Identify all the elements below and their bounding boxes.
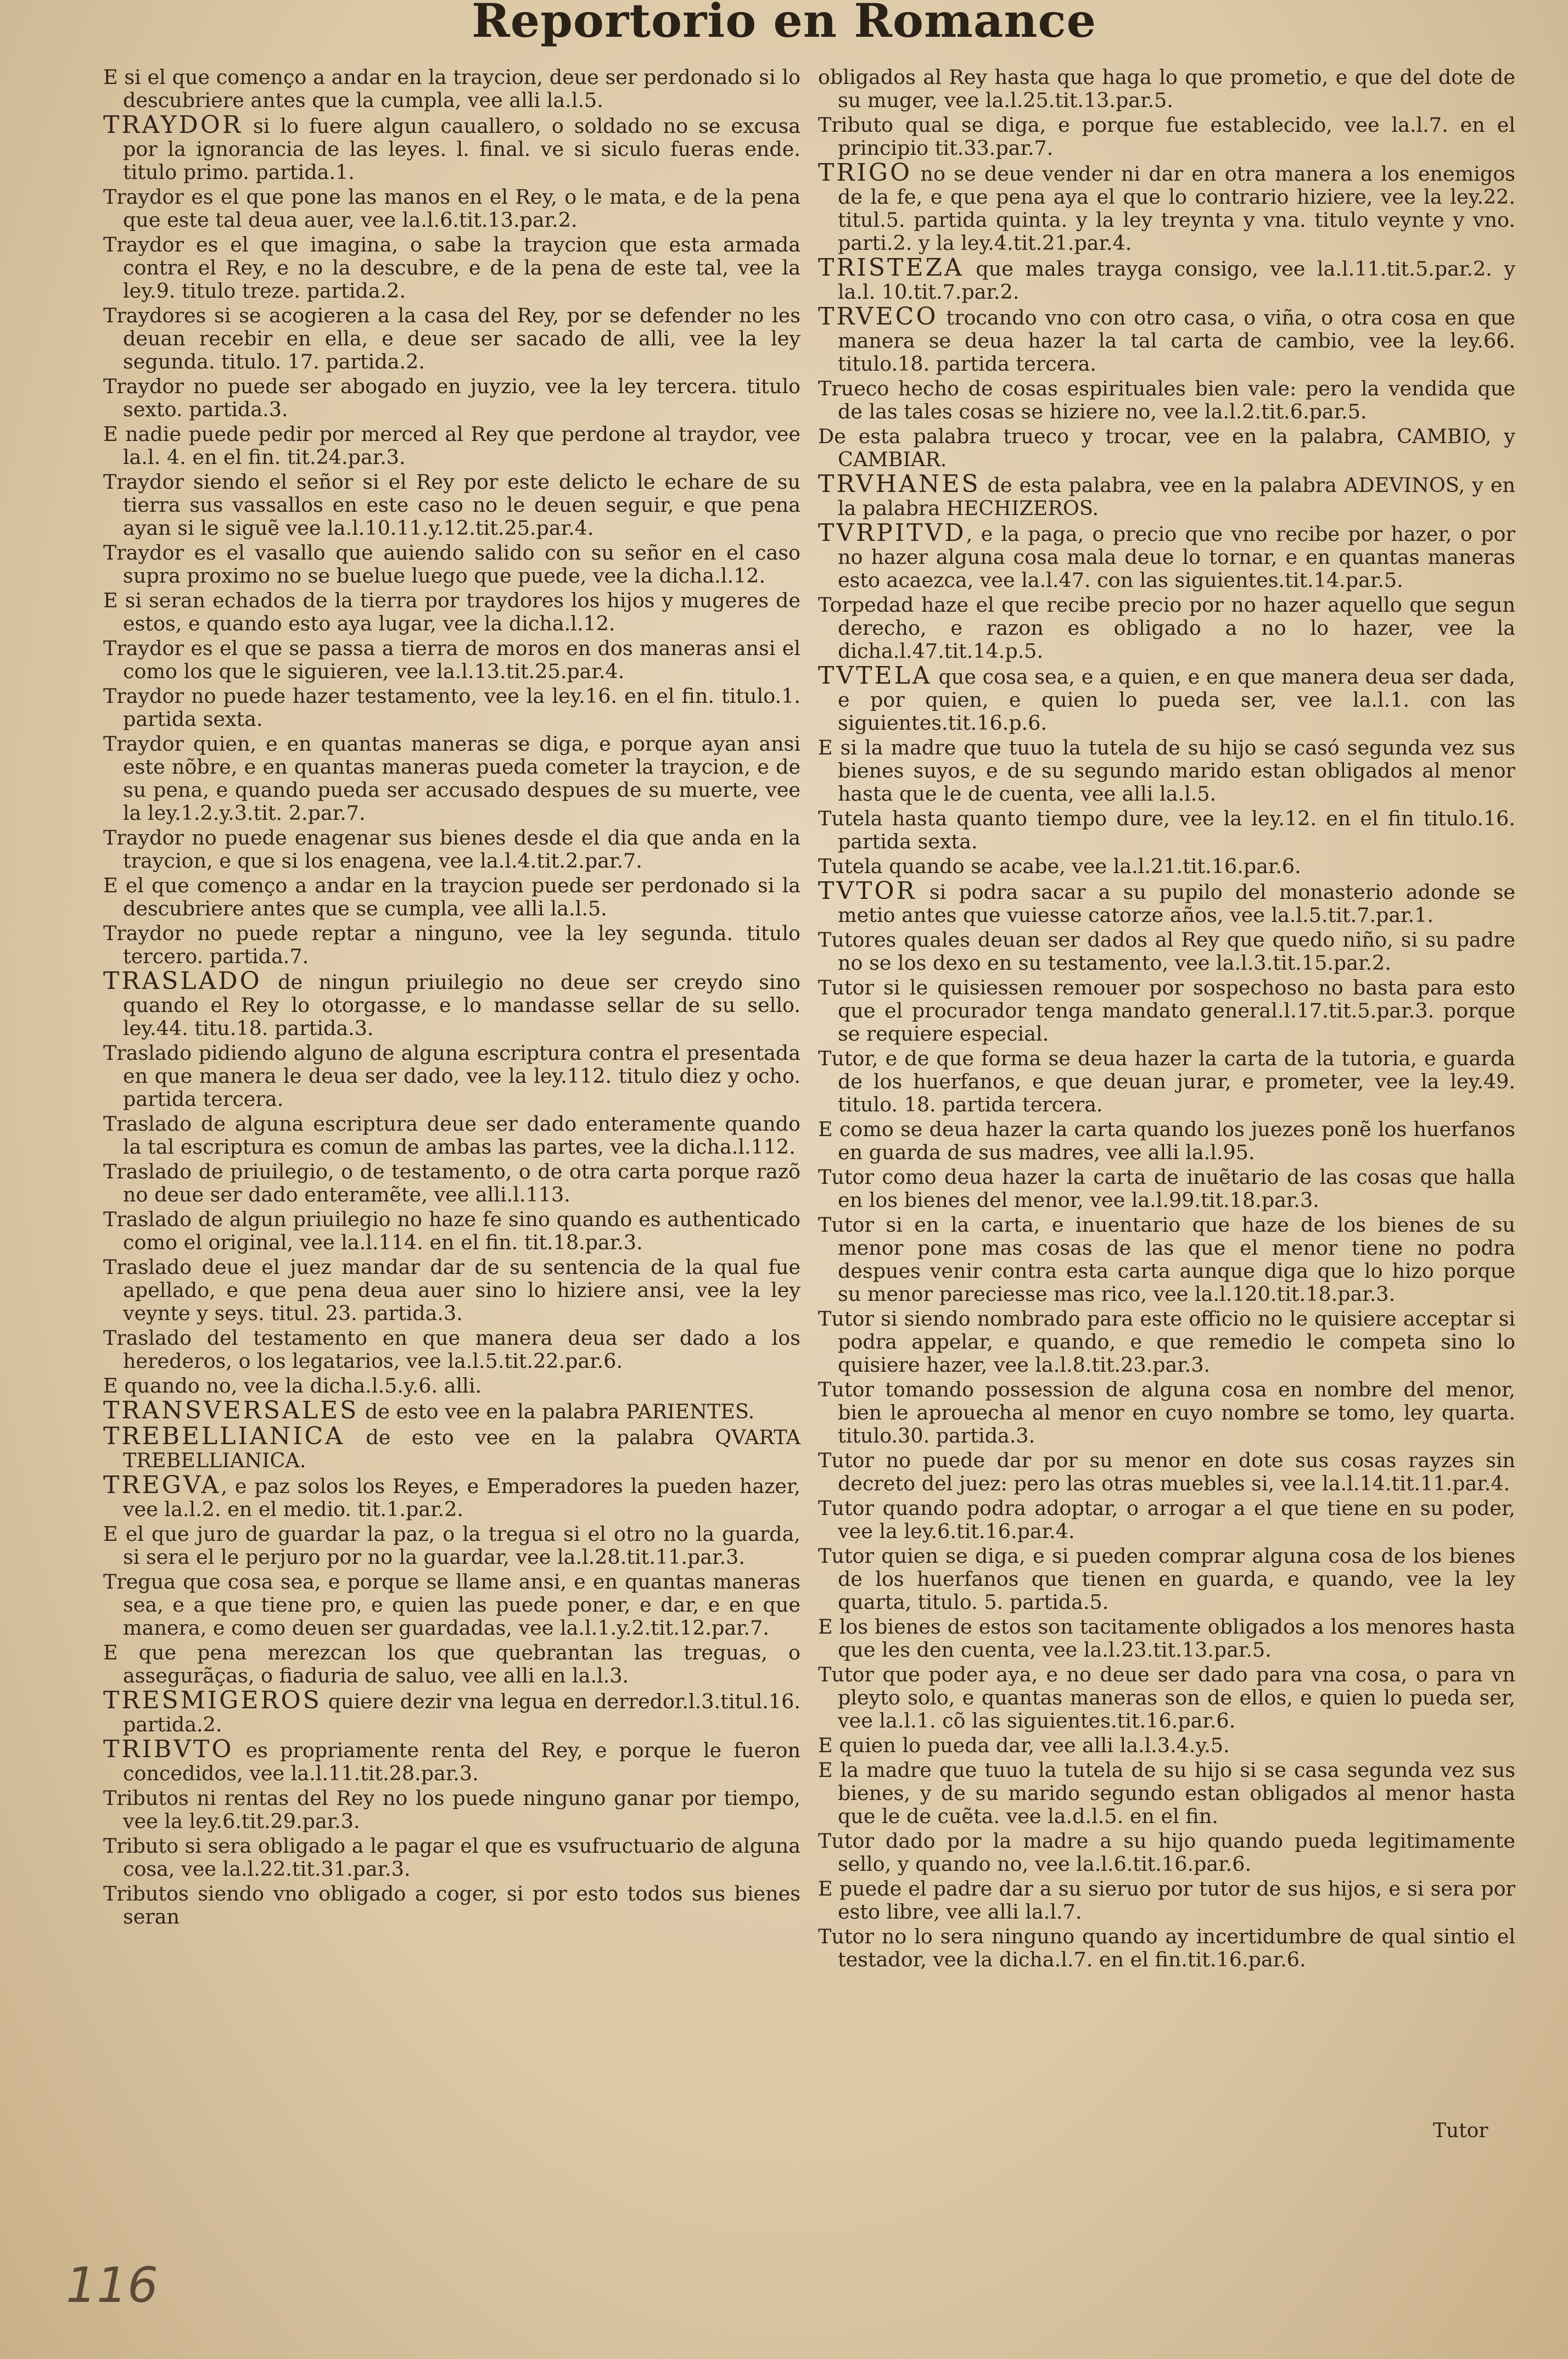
entry-text: , e paz solos los Reyes, e Emperadores la pueden hazer, vee la.l.2. en el medio. tit.1.par.2. <box>123 1474 800 1521</box>
entry-keyword: TREGVA <box>103 1471 221 1499</box>
entry-keyword: TRIGO <box>818 159 912 187</box>
entry-text: E el que juro de guardar la paz, o la tregua si el otro no la guarda, si sera el le perjuro por no la guardar, vee la.l.28.tit.11.par.3. <box>103 1522 800 1569</box>
index-entry <box>818 1545 1515 1614</box>
catchword: Tutor <box>1433 2120 1488 2142</box>
entry-text: que cosa sea, e a quien, e en que manera deua ser dada, e por quien, e quien lo pueda ser, vee la.l.1. con las siguientes.tit.16.p.6. <box>838 665 1515 735</box>
entry-text: Tutores quales deuan ser dados al Rey que quedo niño, si su padre no se los dexo en su testamento, vee la.l.3.tit.15.par.2. <box>818 928 1515 975</box>
index-entry <box>818 66 1515 112</box>
entry-text: quiere dezir vna legua en derredor.l.3.titul.16. partida.2. <box>123 1690 800 1736</box>
entry-text: Traydor es el que imagina, o sabe la traycion que esta armada contra el Rey, e no la descubre, e de la pena de este tal, vee la ley.9. titulo treze. partida.2. <box>103 233 800 303</box>
index-entry <box>103 1570 800 1640</box>
entry-text: si lo fuere algun cauallero, o soldado no se excusa por la ignorancia de las leyes. l. final. ve si siculo fueras ende. titulo primo. partida.1. <box>123 114 800 184</box>
index-entry <box>103 1835 800 1881</box>
entry-keyword: TRVECO <box>818 303 938 331</box>
entry-text: De esta palabra trueco y trocar, vee en la palabra, CAMBIO, y CAMBIAR. <box>818 424 1515 471</box>
index-entry <box>103 471 800 540</box>
entry-text: Traslado de alguna escriptura deue ser dado enteramente quando la tal escriptura es comun de ambas las partes, vee la dicha.l.112. <box>103 1112 800 1159</box>
entry-text: Tutor que poder aya, e no deue ser dado para vna cosa, o para vn pleyto solo, e quantas maneras son de ellos, e quien lo pueda ser, vee la.l.1. cõ las siguientes.tit.16.par.6. <box>818 1663 1515 1732</box>
entry-text: Traydor no puede ser abogado en juyzio, vee la ley tercera. titulo sexto. partida.3. <box>103 374 800 421</box>
entry-text: Tributos ni rentas del Rey no los puede ninguno ganar por tiempo, vee la ley.6.tit.29.par.3. <box>103 1786 800 1833</box>
index-entry <box>818 929 1515 975</box>
index-entry <box>103 1422 800 1472</box>
index-entry <box>103 304 800 373</box>
entry-text: Tutor si en la carta, e inuentario que haze de los bienes de su menor pone mas cosas de las que el menor tiene no podra despues venir contra esta carta aunque diga que lo hizo porque su menor pareciesse mas rico, vee la.l.120.tit.18.par.3. <box>818 1213 1515 1306</box>
index-entry <box>818 664 1515 735</box>
left-column <box>103 66 800 1930</box>
index-entry <box>103 967 800 1040</box>
entry-text: Traslado del testamento en que manera deua ser dado a los herederos, o los legatarios, vee la.l.5.tit.22.par.6. <box>103 1326 800 1373</box>
index-entry <box>818 1166 1515 1212</box>
entry-keyword: TRIBVTO <box>103 1735 234 1763</box>
index-entry <box>103 541 800 588</box>
index-entry <box>818 1449 1515 1495</box>
entry-text: E el que començo a andar en la traycion puede ser perdonado si la descubriere antes que se cumpla, vee alli la.l.5. <box>103 874 800 920</box>
entry-text: Tutor si siendo nombrado para este officio no le quisiere acceptar si podra appelar, e quando, e que remedio le competa sino lo quisiere hazer, vee la.l.8.tit.23.par.3. <box>818 1307 1515 1377</box>
entry-text: es propriamente renta del Rey, e porque le fueron concedidos, vee la.l.11.tit.28.par.3. <box>123 1738 800 1785</box>
entry-text: Tutor quando podra adoptar, o arrogar a el que tiene en su poder, vee la ley.6.tit.16.par.4. <box>818 1496 1515 1543</box>
index-entry <box>818 594 1515 663</box>
index-entry <box>103 637 800 683</box>
index-entry <box>818 1615 1515 1662</box>
entry-text: Tributo qual se diga, e porque fue establecido, vee la.l.7. en el principio tit.33.par.7. <box>818 113 1515 160</box>
index-entry <box>818 855 1515 878</box>
index-entry <box>818 1497 1515 1543</box>
index-entry <box>818 1877 1515 1924</box>
entry-text: Tutela hasta quanto tiempo dure, vee la ley.12. en el fin titulo.16. partida sexta. <box>818 807 1515 853</box>
index-entry <box>818 1663 1515 1732</box>
entry-keyword: TVTELA <box>818 662 932 690</box>
entry-text: E nadie puede pedir por merced al Rey que perdone al traydor, vee la.l. 4. en el fin. tit.24.par.3. <box>103 422 800 469</box>
entry-text: E si la madre que tuuo la tutela de su hijo se casó segunda vez sus bienes suyos, e de su segundo marido estan obligados al menor hasta que le de cuenta, vee alli la.l.5. <box>818 736 1515 806</box>
entry-text: Torpedad haze el que recibe precio por no hazer aquello que segun derecho, e razon es obligado a no lo hazer, vee la dicha.l.47.tit.14.p.5. <box>818 593 1515 663</box>
index-entry <box>818 305 1515 376</box>
entry-text: Tregua que cosa sea, e porque se llame ansi, e en quantas maneras sea, e a que tiene pro, e quien las puede poner, e dar, e en que manera, e como deuen ser guardadas, vee la.l.1.y.2.tit.12.par.7. <box>103 1570 800 1640</box>
index-entry <box>818 1307 1515 1377</box>
entry-text: Tributos siendo vno obligado a coger, si por esto todos sus bienes seran <box>103 1882 800 1928</box>
entry-text: E quien lo pueda dar, vee alli la.l.3.4.y.5. <box>818 1734 1230 1757</box>
entry-text: Tutor, e de que forma se deua hazer la carta de la tutoria, e guarda de los huerfanos, e que deuan jurar, e prometer, vee la ley.49. titulo. 18. partida tercera. <box>818 1047 1515 1116</box>
entry-text: de esta palabra, vee en la palabra ADEVINOS, y en la palabra HECHIZEROS. <box>838 473 1515 520</box>
entry-text: Trueco hecho de cosas espirituales bien vale: pero la vendida que de las tales cosas se hiziere no, vee la.l.2.tit.6.par.5. <box>818 377 1515 423</box>
entry-text: E la madre que tuuo la tutela de su hijo si se casa segunda vez sus bienes, y de su marido segundo estan obligados al menor hasta que le de cuẽta. vee la.d.l.5. en el fin. <box>818 1758 1515 1828</box>
index-entry <box>103 1735 800 1785</box>
entry-text: E quando no, vee la dicha.l.5.y.6. alli. <box>103 1374 482 1397</box>
index-entry <box>818 736 1515 806</box>
entry-text: Traydor no puede reptar a ninguno, vee la ley segunda. titulo tercero. partida.7. <box>103 921 800 968</box>
index-entry <box>103 1256 800 1325</box>
index-entry <box>818 807 1515 853</box>
index-entry <box>818 1759 1515 1828</box>
index-entry <box>103 1160 800 1206</box>
index-entry <box>103 1396 800 1424</box>
entry-text: trocando vno con otro casa, o viña, o otra cosa en que manera se deua hazer la tal carta de cambio, vee la ley.66. titulo.18. partida tercera. <box>838 306 1515 376</box>
entry-text: que males trayga consigo, vee la.l.11.tit.5.par.2. y la.l. 10.tit.7.par.2. <box>838 257 1515 304</box>
entry-keyword: TRANSVERSALES <box>103 1396 359 1424</box>
entry-text: Tutor dado por la madre a su hijo quando pueda legitimamente sello, y quando no, vee la.l.6.tit.16.par.6. <box>818 1829 1515 1876</box>
entry-text: Traslado de priuilegio, o de testamento, o de otra carta porque razõ no deue ser dado enteramẽte, vee alli.l.113. <box>103 1160 800 1206</box>
entry-text: Tutor si le quisiessen remouer por sospechoso no basta para esto que el procurador tenga mandato general.l.17.tit.5.par.3. porque se requiere especial. <box>818 976 1515 1046</box>
index-entry <box>103 233 800 303</box>
index-entry <box>818 470 1515 520</box>
entry-keyword: TRVHANES <box>818 470 981 498</box>
entry-keyword: TREBELLIANICA <box>103 1422 345 1450</box>
entry-text: Traydor es el vasallo que auiendo salido con su señor en el caso supra proximo no se buelue luego que puede, vee la dicha.l.12. <box>103 541 800 588</box>
entry-text: de esto vee en la palabra QVARTA TREBELLIANICA. <box>123 1426 800 1472</box>
index-entry <box>103 1641 800 1687</box>
right-column <box>818 66 1515 1973</box>
page-title: Reportorio en Romance <box>471 0 1097 48</box>
entry-keyword: TRESMIGEROS <box>103 1686 322 1714</box>
entry-text: si podra sacar a su pupilo del monasterio adonde se metio antes que vuiesse catorze años, vee la.l.5.tit.7.par.1. <box>838 880 1515 927</box>
entry-text: Traydor siendo el señor si el Rey por este delicto le echare de su tierra sus vassallos en este caso no le deuen seguir, e que pena ayan si le siguẽ vee la.l.10.11.y.12.tit.25.par.4. <box>103 470 800 540</box>
index-entry <box>818 377 1515 423</box>
entry-keyword: TRAYDOR <box>103 111 243 139</box>
entry-text: Tutor no lo sera ninguno quando ay incertidumbre de qual sintio el testador, vee la dicha.l.7. en el fin.tit.16.par.6. <box>818 1925 1515 1971</box>
entry-text: Traydor es el que pone las manos en el Rey, o le mata, e de la pena que este tal deua auer, vee la.l.6.tit.13.par.2. <box>103 185 800 232</box>
index-entry <box>103 1471 800 1521</box>
entry-text: Traslado de algun priuilegio no haze fe sino quando es authenticado como el original, vee la.l.114. en el fin. tit.18.par.3. <box>103 1208 800 1254</box>
index-entry <box>103 1374 800 1397</box>
entry-text: Traydores si se acogieren a la casa del Rey, por se defender no les deuan recebir en ella, e deue ser sacado de alli, vee la ley segunda. titulo. 17. partida.2. <box>103 304 800 373</box>
entry-text: no se deue vender ni dar en otra manera a los enemigos de la fe, e que pena aya el que lo contrario hiziere, vee la ley.22. titul.5. partida quinta. y la ley treynta y vna. titulo veynte y vno. parti.2. y la ley.4.tit.21.par.4. <box>838 162 1515 255</box>
entry-text: Traslado pidiendo alguno de alguna escriptura contra el presentada en que manera le deua ser dado, vee la ley.112. titulo diez y ocho. partida tercera. <box>103 1041 800 1111</box>
entry-text: Traydor es el que se passa a tierra de moros en dos maneras ansi el como los que le siguieren, vee la.l.13.tit.25.par.4. <box>103 636 800 683</box>
entry-keyword: TVTOR <box>818 877 917 905</box>
entry-text: Tutor como deua hazer la carta de inuẽtario de las cosas que halla en los bienes del menor, vee la.l.99.tit.18.par.3. <box>818 1165 1515 1212</box>
index-entry <box>818 161 1515 255</box>
folio-number: 116 <box>66 2257 158 2313</box>
index-entry <box>103 111 800 184</box>
index-entry <box>818 114 1515 160</box>
index-entry <box>103 589 800 635</box>
entry-text: Traydor quien, e en quantas maneras se diga, e porque ayan ansi este nõbre, e en quantas maneras pueda cometer la traycion, e de su pena, e quando pueda ser accusado despues de su muerte, vee la ley.1.2.y.3.tit. 2.par.7. <box>103 732 800 825</box>
entry-text: Tutela quando se acabe, vee la.l.21.tit.16.par.6. <box>818 854 1301 878</box>
entry-text: Traydor no puede enagenar sus bienes desde el dia que anda en la traycion, e que si los enagena, vee la.l.4.tit.2.par.7. <box>103 826 800 873</box>
index-entry <box>103 874 800 920</box>
entry-keyword: TRASLADO <box>103 967 262 995</box>
index-entry <box>818 1378 1515 1447</box>
index-entry <box>818 256 1515 304</box>
entry-keyword: TVRPITVD <box>818 519 966 547</box>
entry-text: Traslado deue el juez mandar dar de su sentencia de la qual fue apellado, e que pena deua auer sino lo hiziere ansi, vee la ley veynte y seys. titul. 23. partida.3. <box>103 1255 800 1325</box>
index-entry <box>103 1686 800 1736</box>
index-entry <box>103 1113 800 1159</box>
index-entry <box>103 826 800 873</box>
entry-text: de ningun priuilegio no deue ser creydo sino quando el Rey lo otorgasse, e lo mandasse sellar de su sello. ley.44. titu.18. partida.3. <box>123 970 800 1040</box>
index-entry <box>818 1734 1515 1757</box>
entry-text: Traydor no puede hazer testamento, vee la ley.16. en el fin. titulo.1. partida sexta. <box>103 684 800 731</box>
index-entry <box>103 685 800 731</box>
entry-text: E que pena merezcan los que quebrantan las treguas, o assegurãças, o fiaduria de saluo, vee alli en la.l.3. <box>103 1641 800 1687</box>
index-entry <box>818 425 1515 471</box>
entry-text: E si el que començo a andar en la traycion, deue ser perdonado si lo descubriere antes que la cumpla, vee alli la.l.5. <box>103 65 800 112</box>
entry-text: E si seran echados de la tierra por traydores los hijos y mugeres de estos, e quando esto aya lugar, vee la dicha.l.12. <box>103 589 800 635</box>
index-entry <box>818 1047 1515 1116</box>
index-entry <box>818 1118 1515 1164</box>
entry-text: E los bienes de estos son tacitamente obligados a los menores hasta que les den cuenta, vee la.l.23.tit.13.par.5. <box>818 1615 1515 1662</box>
index-entry <box>103 186 800 232</box>
index-entry <box>103 66 800 112</box>
index-entry <box>818 519 1515 592</box>
entry-text: Tutor tomando possession de alguna cosa en nombre del menor, bien le aprouecha al menor en cuyo nombre se tomo, ley quarta. titulo.30. partida.3. <box>818 1378 1515 1447</box>
index-entry <box>103 423 800 469</box>
index-entry <box>103 922 800 968</box>
entry-text: , e la paga, o precio que vno recibe por hazer, o por no hazer alguna cosa mala deue lo tornar, e en quantas maneras esto acaezca, vee la.l.47. con las siguientes.tit.14.par.5. <box>838 522 1515 592</box>
entry-text: de esto vee en la palabra PARIENTES. <box>359 1400 755 1423</box>
entry-text: obligados al Rey hasta que haga lo que prometio, e que del dote de su muger, vee la.l.25.tit.13.par.5. <box>818 65 1515 112</box>
entry-text: Tutor no puede dar por su menor en dote sus cosas rayzes sin decreto del juez: pero las otras muebles si, vee la.l.14.tit.11.par.4. <box>818 1449 1515 1495</box>
index-entry <box>103 733 800 825</box>
index-entry <box>818 1925 1515 1971</box>
index-entry <box>103 1042 800 1111</box>
index-entry <box>818 976 1515 1046</box>
index-entry <box>103 1327 800 1373</box>
index-entry <box>818 877 1515 927</box>
entry-text: Tributo si sera obligado a le pagar el que es vsufructuario de alguna cosa, vee la.l.22.tit.31.par.3. <box>103 1834 800 1881</box>
entry-text: Tutor quien se diga, e si pueden comprar alguna cosa de los bienes de los huerfanos que tienen en guarda, e quando, vee la ley quarta, titulo. 5. partida.5. <box>818 1544 1515 1614</box>
index-entry <box>103 1208 800 1254</box>
index-entry <box>818 1214 1515 1306</box>
index-entry <box>103 1523 800 1569</box>
entry-text: E como se deua hazer la carta quando los juezes ponẽ los huerfanos en guarda de sus madres, vee alli la.l.95. <box>818 1117 1515 1164</box>
index-entry <box>818 1830 1515 1876</box>
index-entry <box>103 375 800 421</box>
entry-keyword: TRISTEZA <box>818 254 964 282</box>
index-entry <box>103 1882 800 1928</box>
entry-text: E puede el padre dar a su sieruo por tutor de sus hijos, e si sera por esto libre, vee alli la.l.7. <box>818 1877 1515 1924</box>
index-entry <box>103 1787 800 1833</box>
